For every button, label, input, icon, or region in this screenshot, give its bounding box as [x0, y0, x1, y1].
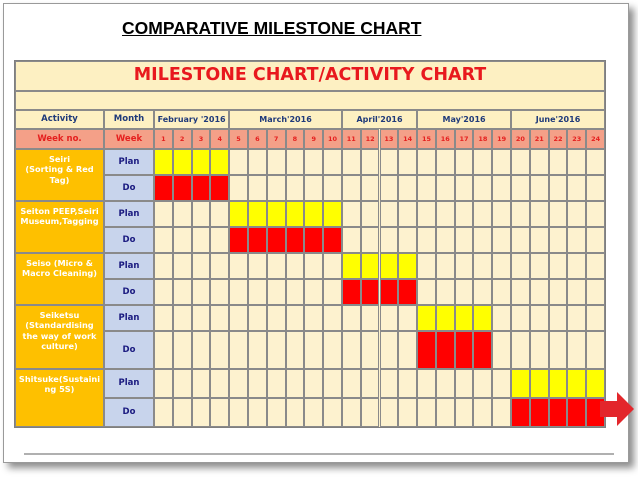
do-bar-cell: [154, 175, 173, 201]
grid-cell: [380, 175, 399, 201]
grid-cell: [361, 369, 380, 398]
grid-cell: [455, 253, 474, 279]
grid-cell: [567, 227, 586, 253]
slide-bottom-divider: [24, 453, 614, 455]
grid-cell: [323, 398, 342, 427]
grid-cell: [417, 175, 436, 201]
grid-cell: [361, 149, 380, 175]
grid-cell: [286, 253, 305, 279]
plan-label: Plan: [118, 378, 140, 389]
do-bar-cell: [567, 398, 586, 427]
grid-cell: [304, 253, 323, 279]
grid-cell: [511, 305, 530, 331]
grid-cell: [436, 149, 455, 175]
grid-cell: [229, 331, 248, 369]
grid-cell: [492, 279, 511, 305]
grid-cell: [229, 149, 248, 175]
grid-cell: [549, 149, 568, 175]
grid-cell: [286, 398, 305, 427]
plan-bar-cell: [398, 253, 417, 279]
grid-cell: [323, 253, 342, 279]
grid-cell: [436, 201, 455, 227]
grid-cell: [154, 201, 173, 227]
activity-header-label: Activity: [41, 114, 78, 125]
grid-cell: [286, 305, 305, 331]
grid-cell: [342, 201, 361, 227]
grid-cell: [436, 253, 455, 279]
grid-cell: [492, 331, 511, 369]
grid-cell: [417, 369, 436, 398]
grid-cell: [173, 253, 192, 279]
week-number: 21: [534, 134, 544, 143]
week-number: 23: [572, 134, 582, 143]
do-label: Do: [122, 344, 136, 355]
grid-cell: [323, 305, 342, 331]
grid-cell: [473, 253, 492, 279]
grid-cell: [398, 398, 417, 427]
plan-bar-cell: [304, 201, 323, 227]
activity-name: Seiso (Micro & Macro Cleaning): [22, 258, 97, 279]
grid-cell: [192, 253, 211, 279]
do-bar-cell: [267, 227, 286, 253]
activity-name: Seiketsu (Standardising the way of work culture): [22, 310, 97, 351]
do-bar-cell: [304, 227, 323, 253]
do-bar-cell: [436, 331, 455, 369]
grid-cell: [342, 175, 361, 201]
grid-cell: [530, 305, 549, 331]
grid-cell: [567, 331, 586, 369]
grid-cell: [323, 175, 342, 201]
grid-cell: [380, 201, 399, 227]
do-bar-cell: [210, 175, 229, 201]
grid-cell: [380, 305, 399, 331]
plan-label: Plan: [118, 260, 140, 271]
grid-cell: [267, 331, 286, 369]
grid-cell: [586, 305, 605, 331]
grid-cell: [473, 279, 492, 305]
week-number: 19: [497, 134, 507, 143]
grid-cell: [342, 369, 361, 398]
month-label: March'2016: [259, 114, 312, 124]
activity-name: Shitsuke(Sustaini ng 5S): [18, 374, 101, 395]
header-spacer-row: [15, 91, 605, 110]
grid-cell: [267, 149, 286, 175]
week-number: 11: [346, 134, 356, 143]
grid-cell: [549, 201, 568, 227]
grid-cell: [436, 369, 455, 398]
do-bar-cell: [455, 331, 474, 369]
grid-cell: [398, 305, 417, 331]
grid-cell: [455, 175, 474, 201]
grid-cell: [417, 201, 436, 227]
grid-cell: [567, 149, 586, 175]
grid-cell: [342, 149, 361, 175]
week-number: 2: [179, 134, 185, 143]
grid-cell: [455, 149, 474, 175]
grid-cell: [248, 175, 267, 201]
grid-cell: [210, 331, 229, 369]
grid-cell: [248, 331, 267, 369]
grid-cell: [417, 227, 436, 253]
plan-bar-cell: [530, 369, 549, 398]
grid-cell: [154, 331, 173, 369]
page-title: COMPARATIVE MILESTONE CHART: [122, 18, 422, 38]
grid-cell: [361, 331, 380, 369]
week-number: 5: [236, 134, 241, 143]
grid-cell: [229, 253, 248, 279]
grid-cell: [304, 305, 323, 331]
grid-cell: [286, 331, 305, 369]
grid-cell: [361, 175, 380, 201]
grid-cell: [304, 149, 323, 175]
grid-cell: [323, 279, 342, 305]
grid-cell: [229, 305, 248, 331]
grid-cell: [473, 398, 492, 427]
grid-cell: [473, 175, 492, 201]
grid-cell: [398, 227, 417, 253]
grid-cell: [248, 305, 267, 331]
activity-name: Seiton PEEP,Seiri Museum,Tagging: [20, 206, 99, 227]
do-label: Do: [122, 182, 136, 193]
grid-cell: [455, 279, 474, 305]
grid-cell: [267, 279, 286, 305]
grid-cell: [192, 279, 211, 305]
do-bar-cell: [323, 227, 342, 253]
grid-cell: [473, 201, 492, 227]
grid-cell: [304, 398, 323, 427]
grid-cell: [380, 227, 399, 253]
grid-cell: [492, 175, 511, 201]
grid-cell: [380, 149, 399, 175]
do-bar-cell: [361, 279, 380, 305]
grid-cell: [342, 227, 361, 253]
plan-bar-cell: [267, 201, 286, 227]
do-label: Do: [122, 286, 136, 297]
grid-cell: [304, 279, 323, 305]
plan-bar-cell: [154, 149, 173, 175]
grid-cell: [530, 227, 549, 253]
do-bar-cell: [229, 227, 248, 253]
grid-cell: [267, 369, 286, 398]
grid-cell: [342, 398, 361, 427]
week-number: 14: [403, 134, 413, 143]
grid-cell: [511, 253, 530, 279]
grid-cell: [530, 331, 549, 369]
week-number: 20: [515, 134, 525, 143]
grid-cell: [436, 227, 455, 253]
grid-cell: [210, 398, 229, 427]
grid-cell: [398, 369, 417, 398]
grid-cell: [248, 369, 267, 398]
plan-bar-cell: [473, 305, 492, 331]
grid-cell: [210, 369, 229, 398]
grid-cell: [248, 279, 267, 305]
grid-cell: [492, 149, 511, 175]
do-bar-cell: [342, 279, 361, 305]
grid-cell: [192, 369, 211, 398]
grid-cell: [549, 279, 568, 305]
week-number: 7: [273, 134, 279, 143]
grid-cell: [380, 369, 399, 398]
week-number: 15: [421, 134, 431, 143]
grid-cell: [549, 175, 568, 201]
grid-cell: [492, 369, 511, 398]
grid-cell: [229, 175, 248, 201]
grid-cell: [586, 175, 605, 201]
week-number: 4: [217, 134, 223, 143]
plan-label: Plan: [118, 208, 140, 219]
grid-cell: [586, 253, 605, 279]
grid-cell: [229, 279, 248, 305]
plan-bar-cell: [380, 253, 399, 279]
grid-cell: [173, 201, 192, 227]
grid-cell: [436, 279, 455, 305]
plan-bar-cell: [248, 201, 267, 227]
grid-cell: [530, 253, 549, 279]
grid-cell: [192, 305, 211, 331]
grid-cell: [530, 175, 549, 201]
grid-cell: [511, 201, 530, 227]
grid-cell: [492, 201, 511, 227]
month-label: May'2016: [442, 114, 486, 124]
plan-bar-cell: [173, 149, 192, 175]
plan-bar-cell: [436, 305, 455, 331]
grid-cell: [586, 227, 605, 253]
grid-cell: [154, 398, 173, 427]
do-bar-cell: [473, 331, 492, 369]
grid-cell: [549, 331, 568, 369]
grid-cell: [323, 331, 342, 369]
milestone-chart: [14, 60, 606, 428]
do-bar-cell: [192, 175, 211, 201]
grid-cell: [361, 227, 380, 253]
grid-cell: [492, 398, 511, 427]
week-number: 6: [255, 134, 260, 143]
grid-cell: [173, 227, 192, 253]
grid-cell: [473, 227, 492, 253]
grid-cell: [436, 398, 455, 427]
grid-cell: [530, 279, 549, 305]
grid-cell: [286, 149, 305, 175]
plan-bar-cell: [417, 305, 436, 331]
grid-cell: [210, 227, 229, 253]
grid-cell: [323, 369, 342, 398]
grid-cell: [455, 201, 474, 227]
plan-label: Plan: [118, 156, 140, 167]
grid-cell: [267, 175, 286, 201]
grid-cell: [248, 398, 267, 427]
week-number: 13: [384, 134, 394, 143]
grid-cell: [511, 149, 530, 175]
grid-cell: [192, 201, 211, 227]
do-bar-cell: [530, 398, 549, 427]
grid-cell: [586, 201, 605, 227]
grid-cell: [455, 398, 474, 427]
slide: [3, 3, 629, 463]
grid-cell: [342, 305, 361, 331]
week-number: 12: [365, 134, 375, 143]
grid-cell: [361, 305, 380, 331]
grid-cell: [342, 331, 361, 369]
plan-bar-cell: [567, 369, 586, 398]
grid-cell: [511, 279, 530, 305]
grid-cell: [586, 149, 605, 175]
grid-cell: [549, 227, 568, 253]
grid-cell: [286, 279, 305, 305]
week-number: 9: [311, 134, 316, 143]
grid-cell: [492, 227, 511, 253]
grid-cell: [380, 398, 399, 427]
plan-bar-cell: [323, 201, 342, 227]
grid-cell: [567, 305, 586, 331]
grid-cell: [229, 398, 248, 427]
grid-cell: [154, 279, 173, 305]
do-bar-cell: [380, 279, 399, 305]
chart-title: MILESTONE CHART/ACTIVITY CHART: [133, 65, 487, 86]
grid-cell: [210, 201, 229, 227]
do-bar-cell: [248, 227, 267, 253]
grid-cell: [304, 369, 323, 398]
do-label: Do: [122, 407, 136, 418]
grid-cell: [492, 253, 511, 279]
plan-bar-cell: [192, 149, 211, 175]
grid-cell: [154, 227, 173, 253]
week-number: 24: [591, 134, 601, 143]
plan-bar-cell: [229, 201, 248, 227]
grid-cell: [492, 305, 511, 331]
grid-cell: [586, 331, 605, 369]
week-number: 22: [553, 134, 563, 143]
grid-cell: [549, 305, 568, 331]
month-label: February '2016: [157, 114, 226, 124]
grid-cell: [173, 331, 192, 369]
grid-cell: [436, 175, 455, 201]
do-bar-cell: [511, 398, 530, 427]
grid-cell: [210, 279, 229, 305]
grid-cell: [248, 149, 267, 175]
plan-bar-cell: [511, 369, 530, 398]
grid-cell: [286, 175, 305, 201]
grid-cell: [417, 398, 436, 427]
grid-cell: [173, 369, 192, 398]
do-label: Do: [122, 234, 136, 245]
grid-cell: [173, 398, 192, 427]
grid-cell: [380, 331, 399, 369]
grid-cell: [586, 279, 605, 305]
grid-cell: [286, 369, 305, 398]
grid-cell: [267, 253, 286, 279]
grid-cell: [304, 331, 323, 369]
grid-cell: [267, 398, 286, 427]
week-number: 10: [327, 134, 338, 143]
grid-cell: [192, 227, 211, 253]
grid-cell: [398, 149, 417, 175]
next-arrow-icon[interactable]: [600, 392, 634, 426]
do-bar-cell: [549, 398, 568, 427]
plan-bar-cell: [210, 149, 229, 175]
do-bar-cell: [417, 331, 436, 369]
week-number: 16: [440, 134, 450, 143]
grid-cell: [398, 201, 417, 227]
grid-cell: [567, 279, 586, 305]
grid-cell: [567, 201, 586, 227]
grid-cell: [398, 175, 417, 201]
plan-bar-cell: [455, 305, 474, 331]
grid-cell: [192, 331, 211, 369]
month-label: June'2016: [535, 114, 581, 124]
grid-cell: [398, 331, 417, 369]
grid-cell: [323, 149, 342, 175]
grid-cell: [455, 369, 474, 398]
plan-bar-cell: [286, 201, 305, 227]
grid-cell: [361, 398, 380, 427]
week-number: 8: [292, 134, 298, 143]
activity-name: Seiri (Sorting & Red Tag): [25, 154, 94, 185]
do-bar-cell: [286, 227, 305, 253]
grid-cell: [154, 253, 173, 279]
do-bar-cell: [173, 175, 192, 201]
grid-cell: [417, 279, 436, 305]
grid-cell: [154, 305, 173, 331]
plan-label: Plan: [118, 312, 140, 323]
grid-cell: [530, 149, 549, 175]
grid-cell: [267, 305, 286, 331]
week-number: 17: [459, 134, 469, 143]
grid-cell: [417, 149, 436, 175]
grid-cell: [511, 175, 530, 201]
grid-cell: [210, 305, 229, 331]
grid-cell: [304, 175, 323, 201]
week-number: 18: [478, 134, 488, 143]
grid-cell: [248, 253, 267, 279]
grid-cell: [511, 331, 530, 369]
grid-cell: [229, 369, 248, 398]
grid-cell: [530, 201, 549, 227]
week-number: 1: [161, 134, 166, 143]
grid-cell: [473, 149, 492, 175]
grid-cell: [511, 227, 530, 253]
grid-cell: [154, 369, 173, 398]
grid-cell: [417, 253, 436, 279]
plan-bar-cell: [342, 253, 361, 279]
do-bar-cell: [398, 279, 417, 305]
grid-cell: [567, 253, 586, 279]
grid-cell: [549, 253, 568, 279]
grid-cell: [567, 175, 586, 201]
week-number: 3: [198, 134, 204, 143]
grid-cell: [173, 279, 192, 305]
grid-cell: [361, 201, 380, 227]
week-header-label: Week: [115, 133, 143, 144]
grid-cell: [455, 227, 474, 253]
plan-bar-cell: [361, 253, 380, 279]
month-label: April'2016: [356, 114, 403, 124]
grid-cell: [473, 369, 492, 398]
plan-bar-cell: [549, 369, 568, 398]
week-no-header-label: Week no.: [37, 133, 82, 144]
grid-cell: [210, 253, 229, 279]
grid-cell: [173, 305, 192, 331]
month-header-label: Month: [113, 114, 145, 125]
grid-cell: [192, 398, 211, 427]
